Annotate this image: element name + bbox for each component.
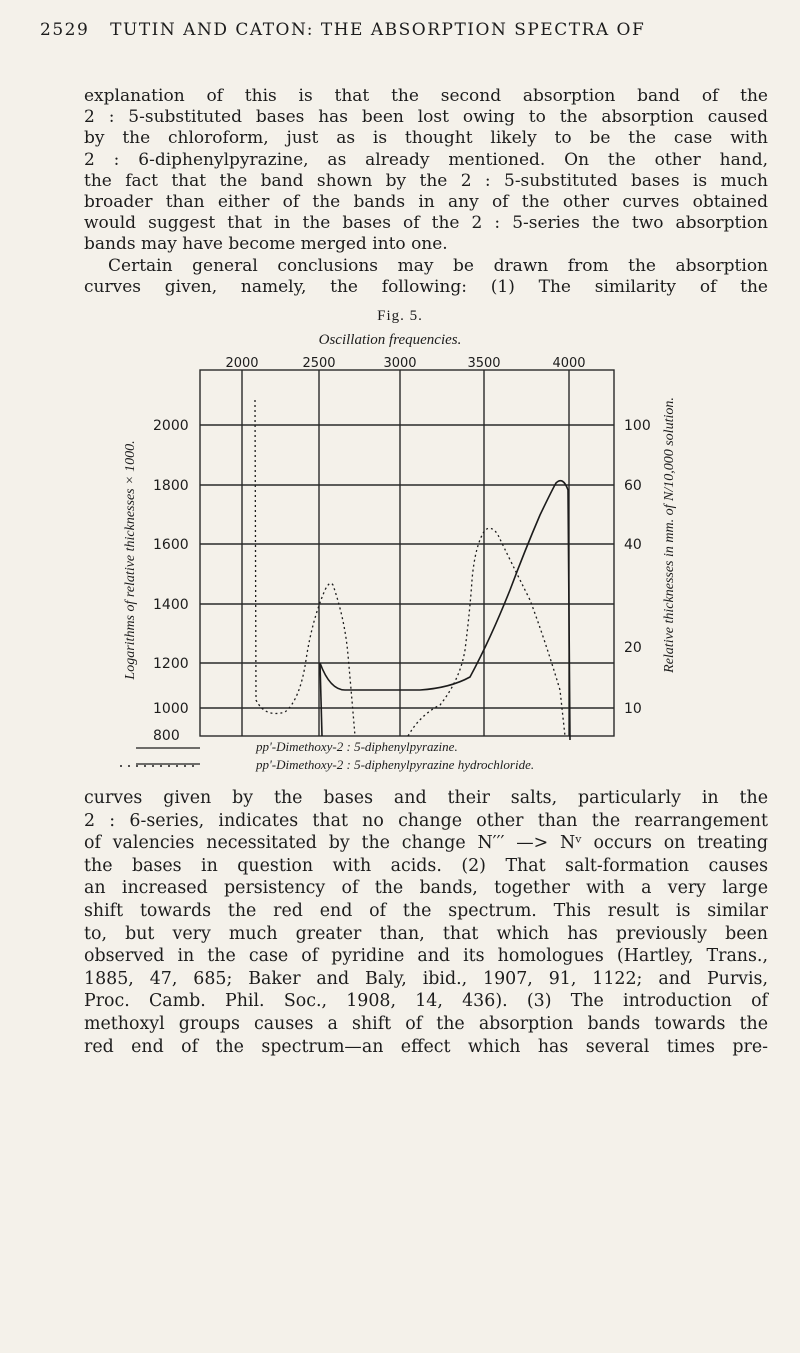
curve-hydrochloride-dotted	[255, 400, 355, 736]
text-line: to, but very much greater than, that which has previously been	[84, 923, 768, 944]
right-tick-label: 20	[624, 640, 642, 656]
text-line: shift towards the red end of the spectrum. This result is similar	[84, 900, 768, 921]
legend-entry-dotted: pp'-Dimethoxy-2 : 5-diphenylpyrazine hydrochloride.	[256, 757, 535, 772]
legend-entry-solid: pp'-Dimethoxy-2 : 5-diphenylpyrazine.	[256, 739, 458, 754]
paragraph-bottom	[84, 787, 768, 1058]
text-line: Certain general conclusions may be drawn from the absorption	[108, 255, 768, 276]
left-tick-label: 2000	[153, 418, 189, 434]
top-tick-label: 4000	[552, 356, 586, 371]
page-number: 2529	[40, 20, 90, 40]
text-line: red end of the spectrum—an effect which has several times pre-	[84, 1036, 768, 1057]
right-tick-label: 40	[624, 537, 642, 553]
curve-hydrochloride-dotted-2	[408, 528, 565, 736]
figure-caption: Oscillation frequencies.	[318, 332, 462, 348]
left-tick-label: 1400	[153, 597, 189, 613]
text-line: 2 : 5-substituted bases has been lost owing to the absorption caused	[84, 107, 768, 128]
curve-base-solid	[320, 481, 570, 740]
text-line: broader than either of the bands in any of the other curves obtained	[84, 192, 768, 213]
text-line: explanation of this is that the second absorption band of the	[84, 86, 768, 106]
top-tick-label: 3500	[467, 356, 501, 371]
text-line: of valencies necessitated by the change N′′′ —> Nᵛ occurs on treating	[84, 833, 768, 854]
running-title: TUTIN AND CATON: THE ABSORPTION SPECTRA OF	[110, 20, 646, 40]
text-line: observed in the case of pyridine and its homologues (Hartley, Trans.,	[84, 946, 768, 967]
left-axis-label: Logarithms of relative thicknesses × 1000.	[123, 440, 138, 680]
top-tick-label: 2500	[302, 356, 336, 371]
text-line: methoxyl groups causes a shift of the absorption bands towards the	[84, 1013, 768, 1034]
left-tick-label: 1200	[153, 656, 189, 672]
figure-legend	[0, 739, 800, 772]
right-tick-label: 60	[624, 478, 642, 494]
text-line: curves given, namely, the following: (1) The similarity of the	[84, 276, 768, 297]
text-line: the fact that the band shown by the 2 : 5-substituted bases is much	[84, 170, 768, 191]
text-line: 1885, 47, 685; Baker and Baly, ibid., 1907, 91, 1122; and Purvis,	[84, 968, 768, 989]
top-tick-label: 2000	[225, 356, 259, 371]
right-axis-label: Relative thicknesses in mm. of N/10,000 solution.	[662, 397, 677, 673]
text-line: curves given by the bases and their salts, particularly in the	[84, 788, 768, 808]
top-tick-label: 3000	[383, 356, 417, 371]
left-tick-label: 1600	[153, 537, 189, 553]
text-line: bands may have become merged into one.	[84, 234, 448, 255]
right-tick-label: 100	[624, 418, 651, 434]
right-tick-label: 10	[624, 701, 642, 717]
text-line: 2 : 6-diphenylpyrazine, as already mentioned. On the other hand,	[84, 149, 768, 170]
text-line: an increased persistency of the bands, together with a very large	[84, 878, 768, 899]
curve-base-solid-edge	[320, 663, 322, 736]
text-line: 2 : 6-series, indicates that no change other than the rearrangement	[84, 810, 768, 831]
left-tick-label: 800	[153, 728, 180, 744]
left-tick-label: 1000	[153, 701, 189, 717]
text-line: would suggest that in the bases of the 2 : 5-series the two absorption	[84, 213, 768, 234]
figure-label: Fig. 5.	[377, 308, 423, 324]
text-line: the bases in question with acids. (2) That salt-formation causes	[84, 855, 768, 876]
left-tick-label: 1800	[153, 478, 189, 494]
text-line: by the chloroform, just as is thought likely to be the case with	[84, 128, 768, 149]
text-line: Proc. Camb. Phil. Soc., 1908, 14, 436). (3) The introduction of	[84, 991, 768, 1012]
